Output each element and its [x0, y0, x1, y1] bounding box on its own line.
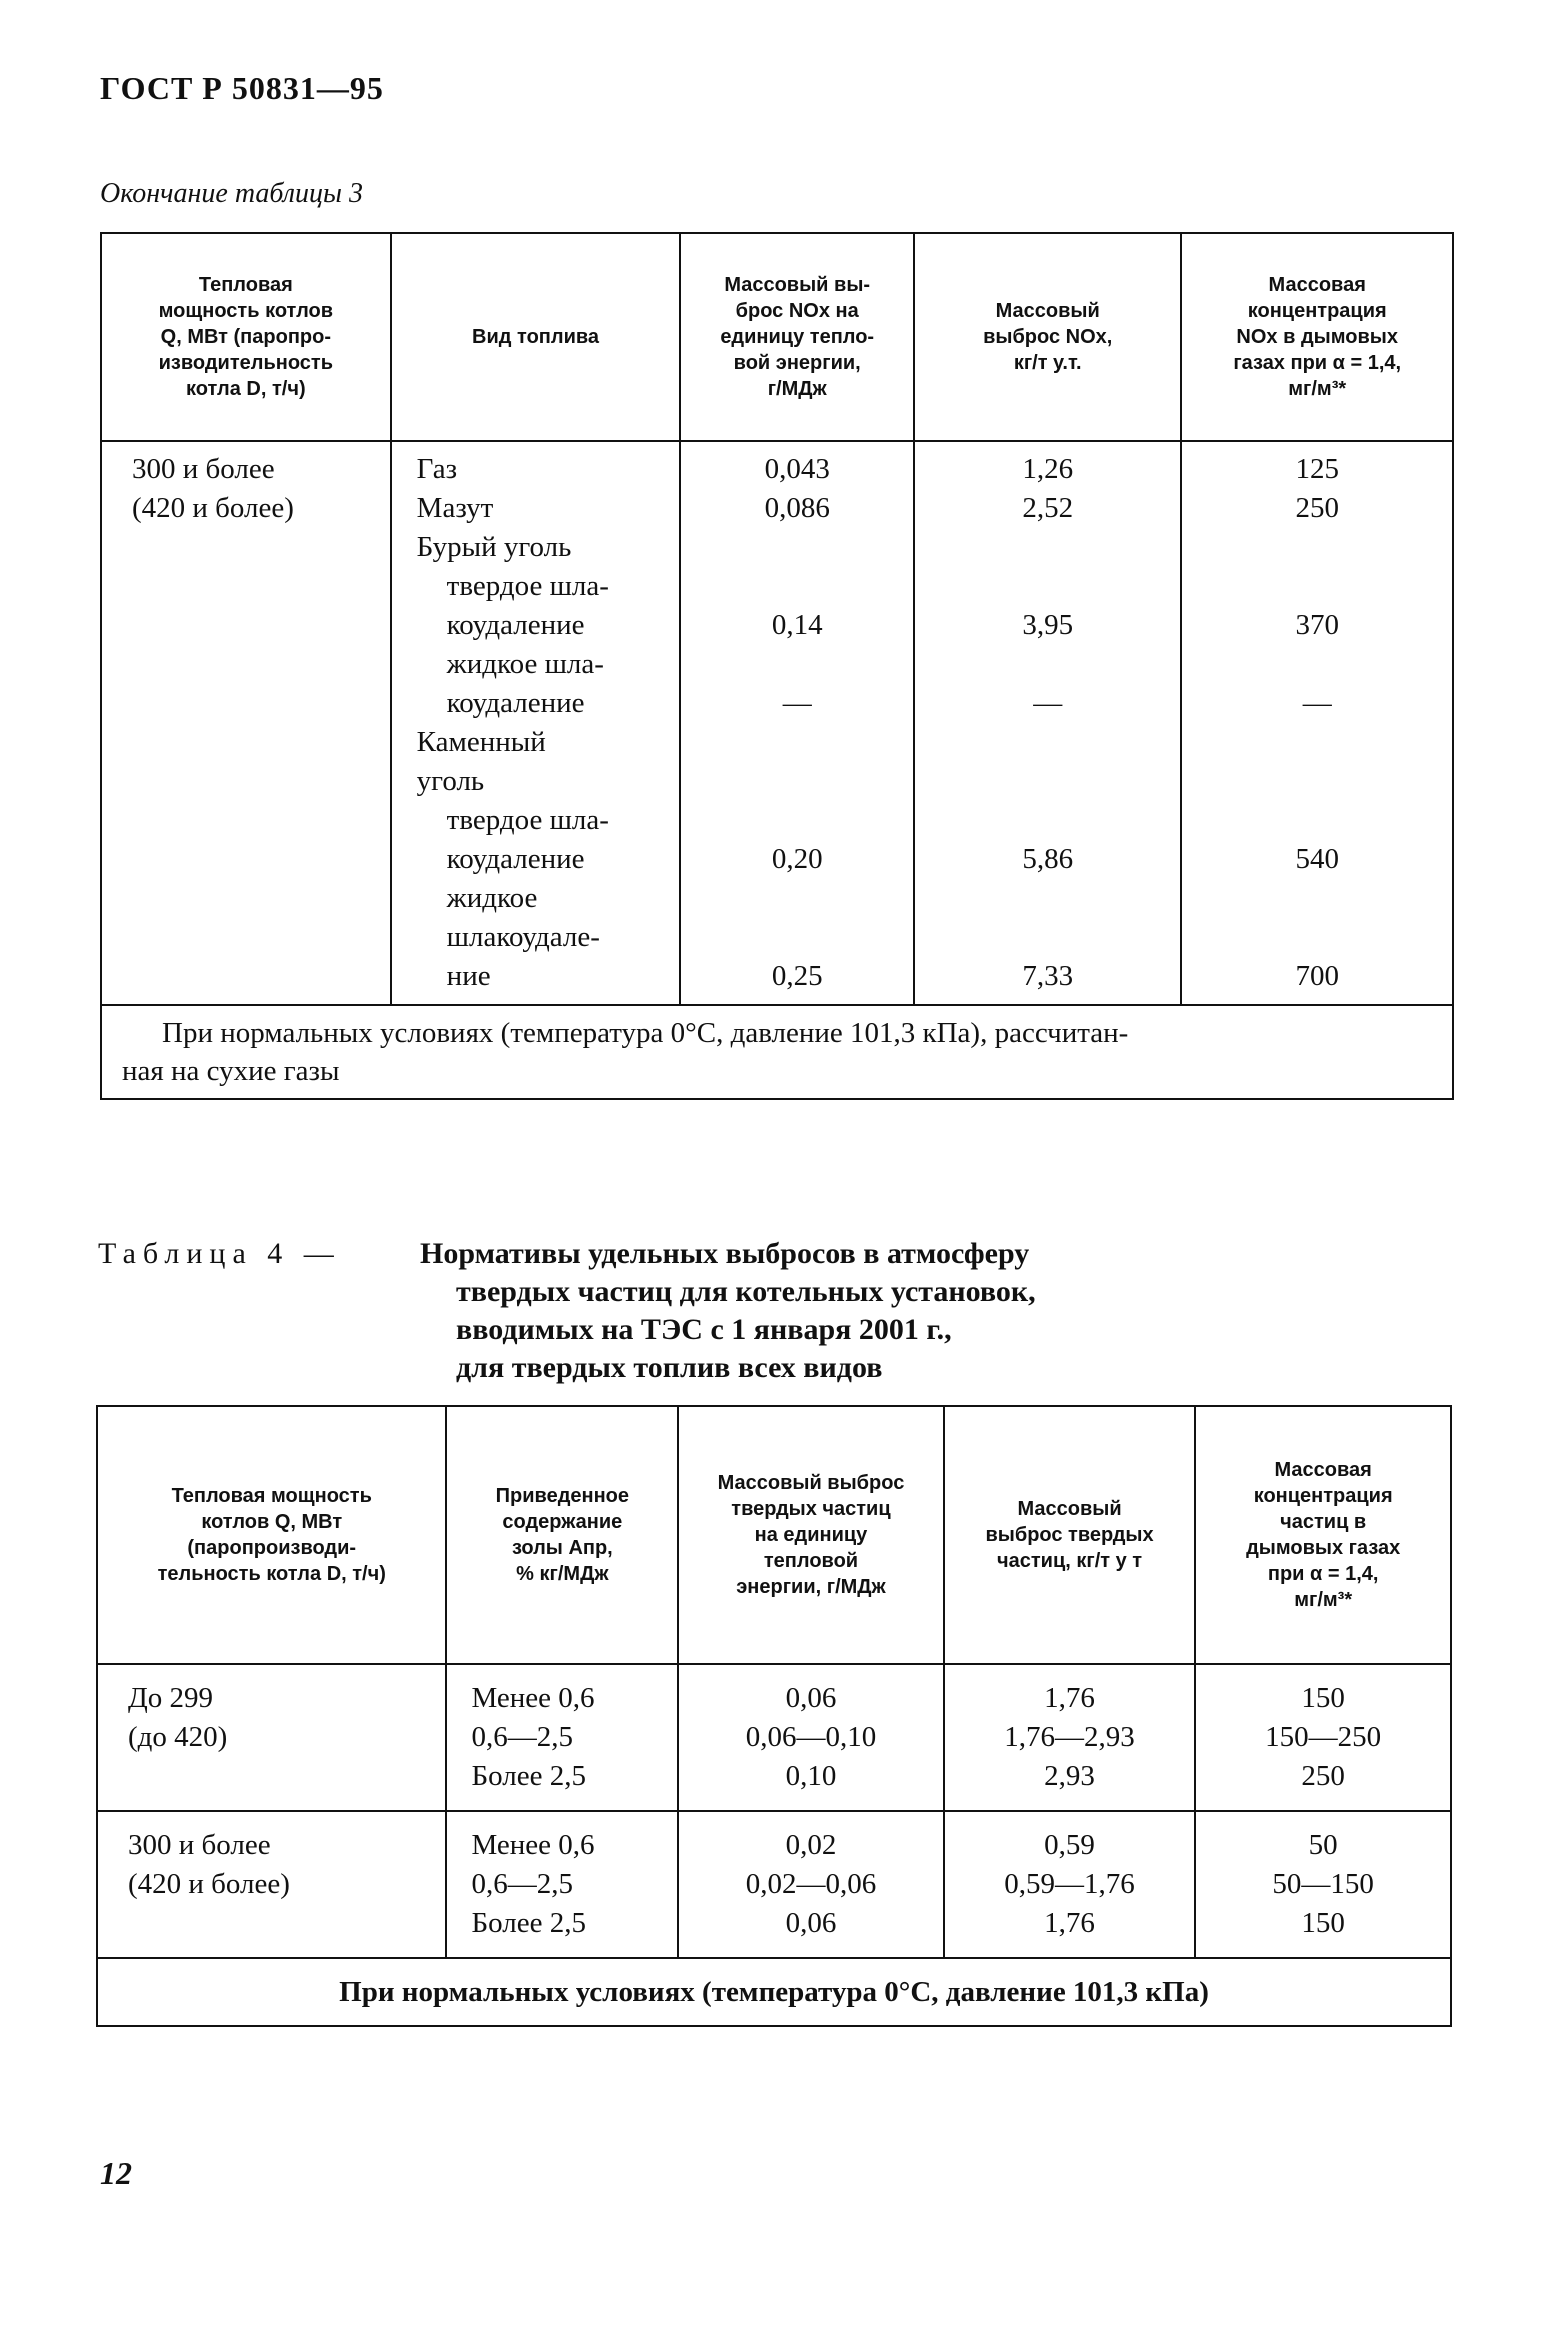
- fuel-line: Бурый уголь: [416, 531, 572, 563]
- table-row: [97, 1664, 1451, 1811]
- fuel-line: коудаление: [446, 843, 585, 875]
- fuel-line: уголь: [416, 765, 485, 797]
- t3-capacity-cell: 300 и более (420 и более): [101, 441, 391, 1005]
- fuel-line: жидкое: [446, 882, 538, 914]
- t4-header-ash: Приведенное содержание золы Aпр, % кг/МДж: [446, 1406, 678, 1664]
- t4-particles-concentration-cell: 150 150—250 250: [1195, 1664, 1451, 1811]
- table-row: [97, 1811, 1451, 1958]
- fuel-line: коудаление: [446, 609, 585, 641]
- table-4-label: Таблица 4 —: [98, 1237, 341, 1270]
- table-3-data-row: [101, 441, 1453, 1005]
- t3-nox-concentration-cell: 125 250 370 — 540 700: [1181, 441, 1453, 1005]
- t3-header-fuel: Вид топлива: [391, 233, 681, 441]
- t4-particles-per-energy-cell: 0,02 0,02—0,06 0,06: [678, 1811, 944, 1958]
- t3-footnote: При нормальных условиях (температура 0°С, давление 101,3 кПа), рассчитан- ная на сухие газы: [101, 1005, 1453, 1099]
- fuel-line: Каменный: [416, 726, 546, 758]
- table-4-title: Таблица 4 — Нормативы удельных выбросов в атмосферу твердых частиц для котельных установок, вводимых на ТЭС с 1 января 2001 г., для твердых топлив всех видов: [98, 1237, 1036, 1384]
- fuel-line: коудаление: [446, 687, 585, 719]
- t3-nox-per-energy-cell: 0,043 0,086 0,14 — 0,20 0,25: [680, 441, 914, 1005]
- fuel-line: Мазут: [416, 492, 494, 524]
- fuel-line: шлакоудале-: [446, 921, 600, 953]
- t3-header-nox-per-fuel: Массовый выброс NOx, кг/т у.т.: [914, 233, 1181, 441]
- table-4-note-row: [97, 1958, 1451, 2026]
- t4-footnote: При нормальных условиях (температура 0°С, давление 101,3 кПа): [97, 1958, 1451, 2026]
- t4-capacity-cell: До 299 (до 420): [97, 1664, 446, 1811]
- table-4: [96, 1405, 1452, 2027]
- document-header: ГОСТ Р 50831—95: [100, 70, 384, 106]
- fuel-line: жидкое шла-: [446, 648, 604, 680]
- t3-nox-per-fuel-cell: 1,26 2,52 3,95 — 5,86 7,33: [914, 441, 1181, 1005]
- t4-header-particles-per-energy: Массовый выброс твердых частиц на единицу тепловой энергии, г/МДж: [678, 1406, 944, 1664]
- t4-ash-cell: Менее 0,6 0,6—2,5 Более 2,5: [446, 1664, 678, 1811]
- t4-header-particles-concentration: Массовая концентрация частиц в дымовых газах при α = 1,4, мг/м³*: [1195, 1406, 1451, 1664]
- t4-particles-per-fuel-cell: 1,76 1,76—2,93 2,93: [944, 1664, 1196, 1811]
- t4-header-capacity: Тепловая мощность котлов Q, МВт (паропроизводи- тельность котла D, т/ч): [97, 1406, 446, 1664]
- t4-particles-per-fuel-cell: 0,59 0,59—1,76 1,76: [944, 1811, 1196, 1958]
- t4-particles-per-energy-cell: 0,06 0,06—0,10 0,10: [678, 1664, 944, 1811]
- fuel-line: Газ: [416, 453, 458, 485]
- page-number: 12: [100, 2155, 132, 2191]
- table-3-header-row: [101, 233, 1453, 441]
- table-3: [100, 232, 1454, 1100]
- t4-ash-cell: Менее 0,6 0,6—2,5 Более 2,5: [446, 1811, 678, 1958]
- table-3-note-row: [101, 1005, 1453, 1099]
- table-continuation-caption: Окончание таблицы 3: [100, 178, 363, 209]
- t3-header-nox-per-energy: Массовый вы- брос NOx на единицу тепло- вой энергии, г/МДж: [680, 233, 914, 441]
- fuel-line: твердое шла-: [446, 570, 609, 602]
- t4-capacity-cell: 300 и более (420 и более): [97, 1811, 446, 1958]
- t3-header-nox-concentration: Массовая концентрация NOx в дымовых газах при α = 1,4, мг/м³*: [1181, 233, 1453, 441]
- fuel-line: ние: [446, 960, 491, 992]
- t3-header-capacity: Тепловая мощность котлов Q, МВт (паропро- изводительность котла D, т/ч): [101, 233, 391, 441]
- t4-particles-concentration-cell: 50 50—150 150: [1195, 1811, 1451, 1958]
- t4-header-particles-per-fuel: Массовый выброс твердых частиц, кг/т у т: [944, 1406, 1196, 1664]
- t3-fuel-cell: [391, 441, 681, 1005]
- table-4-header-row: [97, 1406, 1451, 1664]
- fuel-line: твердое шла-: [446, 804, 609, 836]
